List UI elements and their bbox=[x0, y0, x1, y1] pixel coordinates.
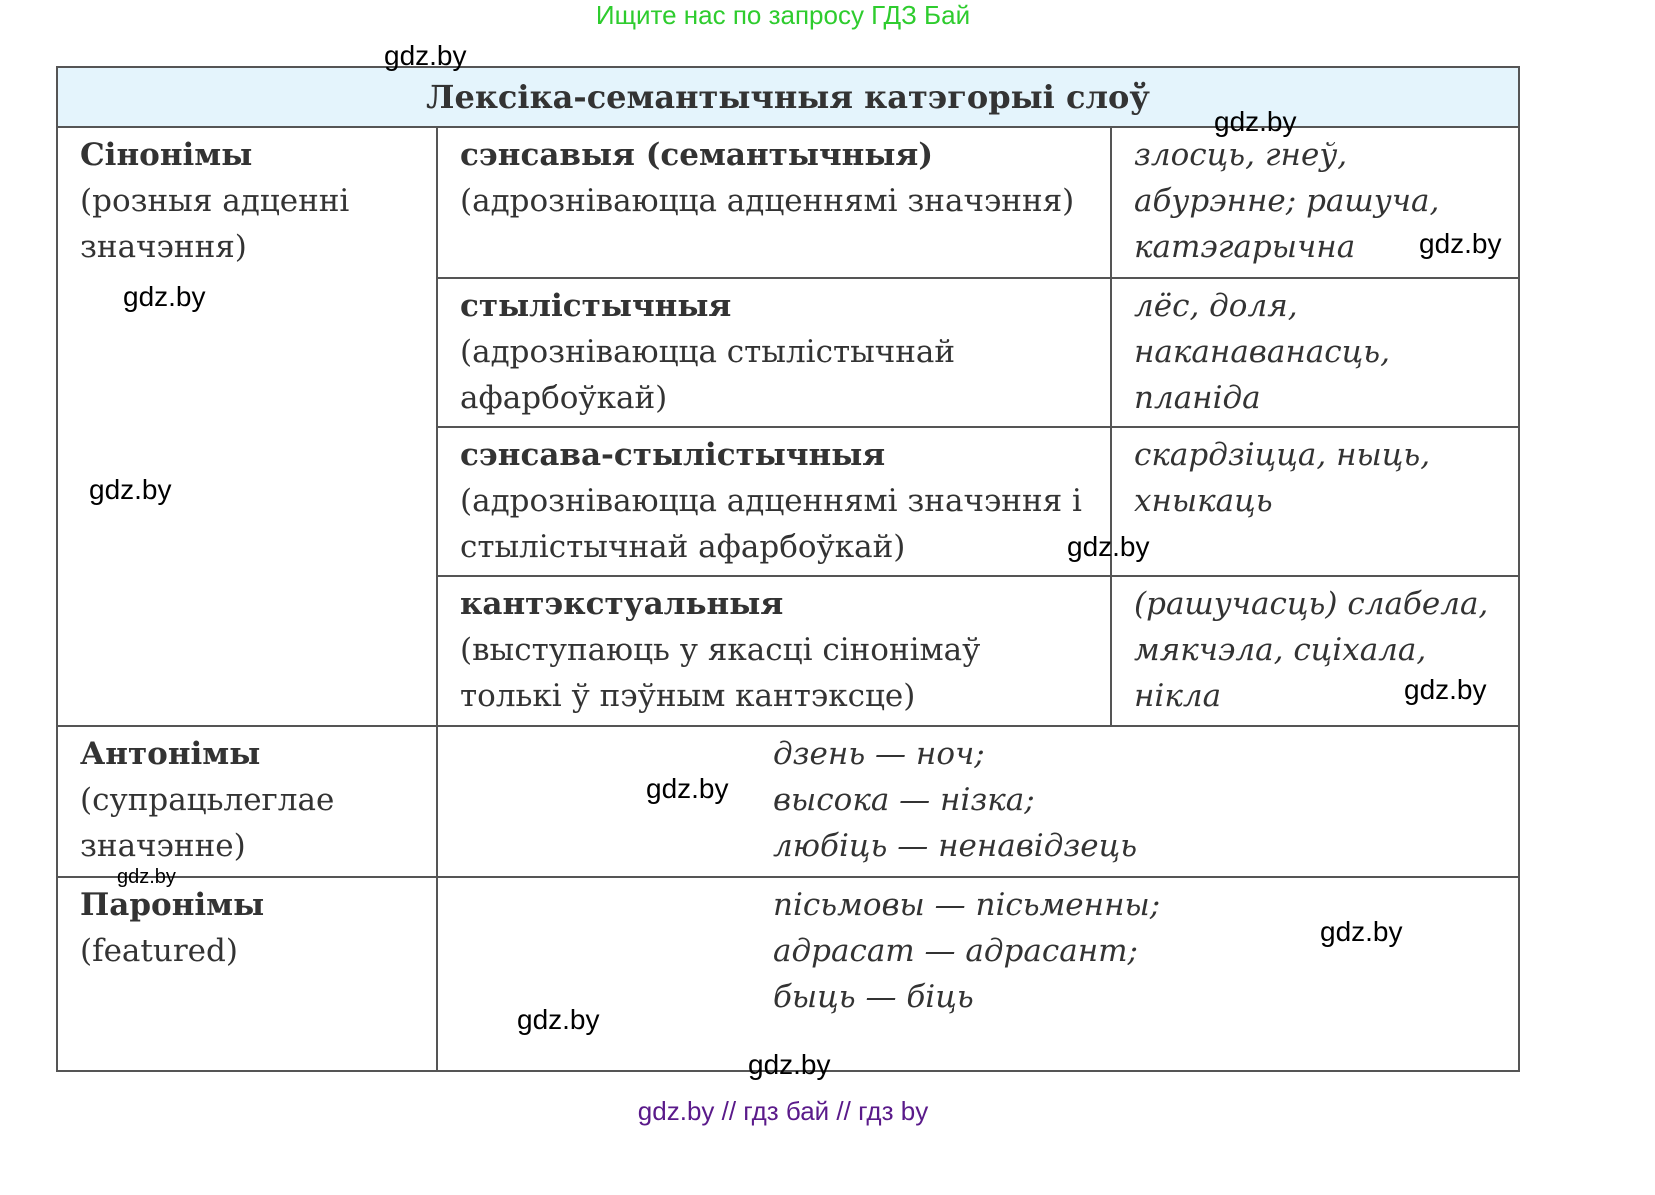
antonyms-examples bbox=[437, 726, 1519, 877]
watermark: gdz.by bbox=[1419, 228, 1502, 259]
synonym-type bbox=[437, 576, 1111, 726]
watermark: gdz.by bbox=[117, 866, 176, 888]
synonym-examples: (рашучасць) слабела, мякчэла, сціхала, нікла bbox=[1111, 576, 1519, 726]
table-title: Лексіка-семантычныя катэгорыі слоў bbox=[57, 67, 1519, 127]
lexical-categories-table bbox=[56, 66, 1520, 1072]
watermark: gdz.by bbox=[89, 474, 172, 505]
example: дзень — ноч; bbox=[773, 736, 985, 772]
example: любіць — ненавідзець bbox=[773, 828, 1138, 864]
example: быць — біць bbox=[773, 979, 974, 1015]
synonym-type bbox=[437, 278, 1111, 427]
paronyms-desc: (featured) bbox=[80, 933, 238, 969]
watermark: gdz.by bbox=[384, 40, 467, 71]
example: высока — нізка; bbox=[773, 782, 1035, 818]
top-note: Ищите нас по запросу ГДЗ Бай bbox=[595, 0, 971, 30]
paronyms-term: Паронімы bbox=[80, 887, 265, 923]
watermark: gdz.by bbox=[123, 281, 206, 312]
paronyms-cell bbox=[57, 877, 437, 1071]
antonyms-desc: (супрацьлеглае значэнне) bbox=[80, 782, 335, 864]
antonyms-term: Антонімы bbox=[80, 736, 261, 772]
watermark: gdz.by bbox=[646, 773, 729, 804]
watermark: gdz.by bbox=[748, 1049, 831, 1080]
paronyms-examples bbox=[437, 877, 1519, 1071]
antonyms-cell bbox=[57, 726, 437, 877]
example: адрасат — адрасант; bbox=[773, 933, 1138, 969]
watermark: gdz.by bbox=[1214, 106, 1297, 137]
type-desc: (адрозніваюцца адценнямі значэння) bbox=[460, 183, 1075, 219]
watermark: gdz.by bbox=[1320, 916, 1403, 947]
type-desc: (адрозніваюцца стылістычнай афарбоўкай) bbox=[460, 334, 956, 416]
synonym-type bbox=[437, 127, 1111, 278]
synonym-examples: злосць, гнеў, абурэнне; рашуча, катэгарычна bbox=[1111, 127, 1519, 278]
synonyms-cell bbox=[57, 127, 437, 726]
bottom-note: gdz.by // гдз бай // гдз by bbox=[637, 1096, 929, 1126]
synonym-type bbox=[437, 427, 1111, 576]
example: пісьмовы — пісьменны; bbox=[773, 887, 1161, 923]
type-name: стылістычныя bbox=[460, 288, 732, 324]
type-name: сэнсавыя (семантычныя) bbox=[460, 137, 933, 173]
watermark: gdz.by bbox=[1404, 674, 1487, 705]
synonyms-term: Сінонімы bbox=[80, 137, 253, 173]
synonyms-desc: (розныя адценні значэння) bbox=[80, 183, 350, 265]
watermark: gdz.by bbox=[517, 1004, 600, 1035]
type-name: кантэкстуальныя bbox=[460, 586, 784, 622]
type-desc: (адрозніваюцца адценнямі значэння і стылістычнай афарбоўкай) bbox=[460, 483, 1082, 565]
type-desc: (выступаюць у якасці сінонімаў толькі ў пэўным кантэксце) bbox=[460, 632, 981, 714]
synonym-examples: лёс, доля, наканаванасць, планіда bbox=[1111, 278, 1519, 427]
type-name: сэнсава-стылістычныя bbox=[460, 437, 886, 473]
watermark: gdz.by bbox=[1067, 531, 1150, 562]
synonym-examples: скардзіцца, ныць, хныкаць bbox=[1111, 427, 1519, 576]
